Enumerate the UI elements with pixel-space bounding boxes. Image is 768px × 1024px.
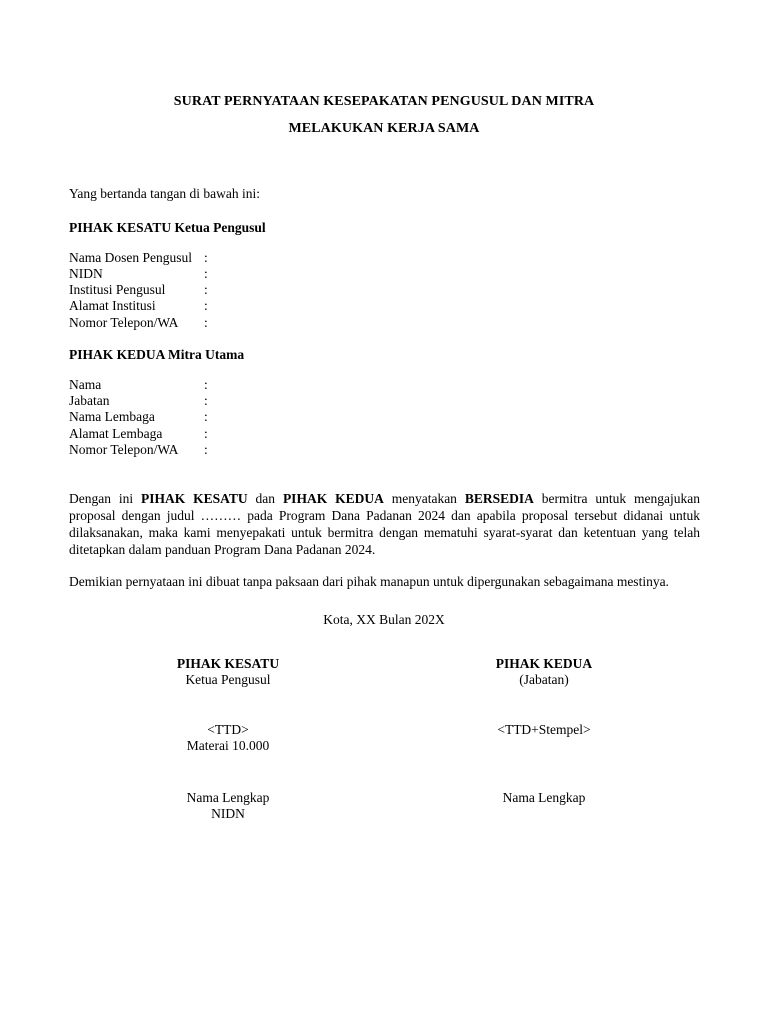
signature-role: Ketua Pengusul [185,672,271,687]
statement-party2: PIHAK KEDUA [282,491,384,506]
statement-bersedia: BERSEDIA [464,491,534,506]
signature-heading: PIHAK KEDUA [495,656,593,671]
signatory-name: Nama Lengkap [186,790,270,805]
field-label: Jabatan [69,393,110,408]
signature-block-party1 [108,656,348,822]
signature-role: (Jabatan) [519,672,569,687]
document-title-line-2: MELAKUKAN KERJA SAMA [288,121,480,136]
place-date: Kota, XX Bulan 202X [323,612,445,627]
field-colon: : [204,377,208,392]
field-colon: : [204,442,208,457]
statement-party1: PIHAK KESATU [141,491,248,506]
field-colon: : [204,282,208,297]
field-label: Alamat Lembaga [69,426,163,441]
field-label: Alamat Institusi [69,298,156,313]
field-colon: : [204,266,208,281]
party2-heading: PIHAK KEDUA Mitra Utama [69,347,245,362]
signature-block-party2 [424,656,664,806]
statement-text: dan [247,491,283,506]
field-label: Nama Dosen Pengusul [69,250,192,265]
signatory-name: Nama Lengkap [502,790,586,805]
field-label: Institusi Pengusul [69,282,166,297]
statement-text: bermitra untuk mengajukan proposal dengan judul ……… pada Program Dana Padanan 2024 dan apabila proposal tersebut didanai untuk dilaksanakan, maka kami menyepakati untuk bermitra dengan mematuhi syarat-syarat dan ketentuan yang telah ditetapkan dalam panduan Program Dana Padanan 2024. [69,491,700,557]
closing-text: Demikian pernyataan ini dibuat tanpa paksaan dari pihak manapun untuk dipergunakan sebagaimana mestinya. [69,574,669,589]
field-colon: : [204,426,208,441]
statement-paragraph [69,490,700,558]
signatory-id: NIDN [211,806,245,821]
field-colon: : [204,393,208,408]
signature-placeholder: <TTD+Stempel> [497,722,591,737]
field-label: Nama Lembaga [69,409,155,424]
field-label: Nomor Telepon/WA [69,315,179,330]
field-colon: : [204,409,208,424]
statement-text: Dengan ini [69,491,142,506]
stamp-duty-label: Materai 10.000 [186,738,270,753]
document-title-line-1: SURAT PERNYATAAN KESEPAKATAN PENGUSUL DAN MITRA [173,94,595,109]
field-label: Nomor Telepon/WA [69,442,179,457]
signature-placeholder: <TTD> [207,722,249,737]
field-label: NIDN [69,266,103,281]
signature-heading: PIHAK KESATU [176,656,280,671]
field-colon: : [204,298,208,313]
field-colon: : [204,250,208,265]
field-colon: : [204,315,208,330]
intro-text: Yang bertanda tangan di bawah ini: [69,186,260,201]
field-label: Nama [69,377,102,392]
statement-text: menyatakan [383,491,465,506]
party1-heading: PIHAK KESATU Ketua Pengusul [69,220,266,235]
